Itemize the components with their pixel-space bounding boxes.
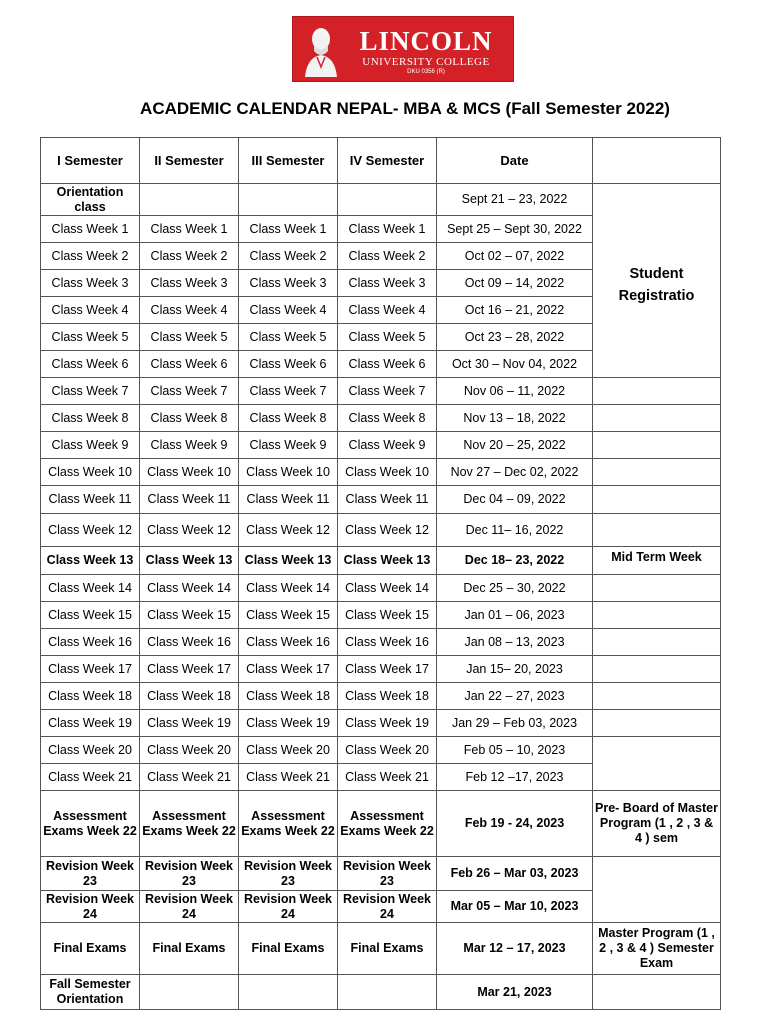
date-cell: Oct 23 – 28, 2022 — [437, 324, 593, 351]
table-cell: Class Week 10 — [140, 459, 239, 486]
table-cell: Class Week 7 — [140, 378, 239, 405]
table-cell: Class Week 10 — [338, 459, 437, 486]
date-cell: Feb 12 –17, 2023 — [437, 764, 593, 791]
date-cell: Jan 15– 20, 2023 — [437, 656, 593, 683]
date-cell: Jan 29 – Feb 03, 2023 — [437, 710, 593, 737]
table-cell: Class Week 4 — [239, 297, 338, 324]
date-cell: Jan 22 – 27, 2023 — [437, 683, 593, 710]
table-cell: Class Week 6 — [239, 351, 338, 378]
logo-subtitle: UNIVERSITY COLLEGE — [362, 56, 490, 68]
table-cell: Class Week 17 — [140, 656, 239, 683]
table-row — [41, 857, 721, 891]
registration-note-text: Student Registratio — [618, 265, 695, 303]
table-row — [41, 575, 721, 602]
table-cell: Class Week 13 — [140, 547, 239, 575]
table-cell: Class Week 15 — [338, 602, 437, 629]
final-exam-note: Master Program (1 , 2 , 3 & 4 ) Semester Exam — [593, 923, 721, 975]
table-row — [41, 486, 721, 514]
table-row — [41, 656, 721, 683]
table-row — [41, 975, 721, 1010]
table-cell: Class Week 17 — [239, 656, 338, 683]
table-cell: Class Week 5 — [239, 324, 338, 351]
note-cell — [593, 737, 721, 791]
table-cell: Class Week 17 — [41, 656, 140, 683]
note-cell — [593, 857, 721, 923]
table-cell: Class Week 2 — [338, 243, 437, 270]
table-cell: Class Week 8 — [338, 405, 437, 432]
note-cell — [593, 975, 721, 1010]
table-cell: Final Exams — [239, 923, 338, 975]
note-cell — [593, 459, 721, 486]
table-cell: Class Week 5 — [140, 324, 239, 351]
note-cell — [593, 710, 721, 737]
mid-term-note: Mid Term Week — [593, 547, 721, 575]
note-cell — [593, 656, 721, 683]
table-cell: Class Week 1 — [239, 216, 338, 243]
table-cell: Class Week 14 — [239, 575, 338, 602]
table-cell: Orientation class — [41, 184, 140, 216]
table-cell: Class Week 21 — [140, 764, 239, 791]
table-cell: Class Week 11 — [41, 486, 140, 514]
table-cell: Class Week 18 — [239, 683, 338, 710]
table-cell — [239, 184, 338, 216]
table-row — [41, 405, 721, 432]
table-cell — [239, 975, 338, 1010]
date-cell: Oct 09 – 14, 2022 — [437, 270, 593, 297]
table-cell: Class Week 8 — [41, 405, 140, 432]
table-cell: Class Week 20 — [239, 737, 338, 764]
table-cell: Class Week 14 — [140, 575, 239, 602]
table-cell: Class Week 6 — [140, 351, 239, 378]
table-row — [41, 602, 721, 629]
lincoln-bust-icon — [301, 23, 341, 77]
date-cell: Mar 05 – Mar 10, 2023 — [437, 891, 593, 923]
table-cell: Class Week 11 — [338, 486, 437, 514]
table-cell: Class Week 1 — [140, 216, 239, 243]
table-cell: Class Week 6 — [41, 351, 140, 378]
table-cell: Class Week 11 — [239, 486, 338, 514]
table-row — [41, 629, 721, 656]
table-cell: Class Week 1 — [41, 216, 140, 243]
note-cell — [593, 575, 721, 602]
table-cell: Class Week 12 — [239, 514, 338, 547]
table-cell: Class Week 12 — [41, 514, 140, 547]
table-cell: Class Week 3 — [140, 270, 239, 297]
table-cell: Class Week 16 — [239, 629, 338, 656]
logo-name: LINCOLN — [359, 26, 493, 56]
date-cell: Feb 26 – Mar 03, 2023 — [437, 857, 593, 891]
note-cell — [593, 514, 721, 547]
table-cell: Class Week 7 — [338, 378, 437, 405]
table-cell: Class Week 20 — [140, 737, 239, 764]
table-cell: Class Week 12 — [140, 514, 239, 547]
table-row — [41, 459, 721, 486]
table-cell: Class Week 19 — [239, 710, 338, 737]
table-row — [41, 378, 721, 405]
table-cell: Class Week 7 — [41, 378, 140, 405]
table-row — [41, 184, 721, 216]
table-cell: Revision Week 24 — [239, 891, 338, 923]
table-cell: Revision Week 23 — [338, 857, 437, 891]
table-cell: Fall Semester Orientation — [41, 975, 140, 1010]
table-cell: Class Week 10 — [239, 459, 338, 486]
table-cell: Class Week 18 — [41, 683, 140, 710]
date-cell: Oct 16 – 21, 2022 — [437, 297, 593, 324]
table-row — [41, 432, 721, 459]
table-cell: Class Week 3 — [338, 270, 437, 297]
table-cell: Class Week 4 — [140, 297, 239, 324]
date-cell: Feb 05 – 10, 2023 — [437, 737, 593, 764]
table-cell: Class Week 1 — [338, 216, 437, 243]
table-cell: Class Week 13 — [41, 547, 140, 575]
date-cell: Jan 01 – 06, 2023 — [437, 602, 593, 629]
table-cell: Assessment Exams Week 22 — [338, 791, 437, 857]
table-cell: Final Exams — [41, 923, 140, 975]
table-cell: Class Week 13 — [338, 547, 437, 575]
table-cell — [140, 184, 239, 216]
table-cell: Revision Week 24 — [338, 891, 437, 923]
table-cell: Revision Week 23 — [41, 857, 140, 891]
table-cell: Class Week 4 — [338, 297, 437, 324]
table-cell: Class Week 16 — [41, 629, 140, 656]
header-row — [41, 138, 721, 184]
date-cell: Dec 25 – 30, 2022 — [437, 575, 593, 602]
table-row — [41, 547, 721, 575]
column-header: I Semester — [41, 138, 140, 184]
date-cell: Nov 27 – Dec 02, 2022 — [437, 459, 593, 486]
table-cell: Assessment Exams Week 22 — [41, 791, 140, 857]
table-cell: Class Week 10 — [41, 459, 140, 486]
table-cell: Class Week 3 — [239, 270, 338, 297]
table-cell: Class Week 3 — [41, 270, 140, 297]
logo-registration: DKU 0356 (R) — [407, 69, 445, 75]
table-cell: Class Week 2 — [239, 243, 338, 270]
note-cell — [593, 486, 721, 514]
table-cell: Revision Week 24 — [41, 891, 140, 923]
table-cell: Class Week 2 — [41, 243, 140, 270]
table-cell: Class Week 9 — [338, 432, 437, 459]
table-cell: Class Week 13 — [239, 547, 338, 575]
table-row — [41, 737, 721, 764]
note-cell — [593, 378, 721, 405]
table-cell: Class Week 15 — [140, 602, 239, 629]
college-logo — [292, 16, 514, 82]
column-header: III Semester — [239, 138, 338, 184]
date-cell: Sept 21 – 23, 2022 — [437, 184, 593, 216]
table-cell — [140, 975, 239, 1010]
table-cell: Revision Week 24 — [140, 891, 239, 923]
table-row — [41, 683, 721, 710]
column-header: Date — [437, 138, 593, 184]
note-cell — [593, 602, 721, 629]
table-cell: Class Week 18 — [140, 683, 239, 710]
table-cell: Final Exams — [140, 923, 239, 975]
calendar-table — [40, 137, 721, 1010]
pre-board-note: Pre- Board of Master Program (1 , 2 , 3 & 4 ) sem — [593, 791, 721, 857]
table-cell: Class Week 11 — [140, 486, 239, 514]
table-cell: Class Week 7 — [239, 378, 338, 405]
table-row — [41, 710, 721, 737]
table-cell: Final Exams — [338, 923, 437, 975]
date-cell: Dec 11– 16, 2022 — [437, 514, 593, 547]
table-cell: Class Week 16 — [140, 629, 239, 656]
table-row — [41, 514, 721, 547]
table-cell: Class Week 5 — [41, 324, 140, 351]
table-cell: Class Week 21 — [338, 764, 437, 791]
date-cell: Nov 06 – 11, 2022 — [437, 378, 593, 405]
note-cell — [593, 405, 721, 432]
table-cell: Class Week 14 — [41, 575, 140, 602]
note-cell — [593, 683, 721, 710]
note-cell — [593, 432, 721, 459]
table-cell: Class Week 21 — [239, 764, 338, 791]
date-cell: Nov 13 – 18, 2022 — [437, 405, 593, 432]
table-cell: Class Week 21 — [41, 764, 140, 791]
table-row — [41, 923, 721, 975]
date-cell: Mar 21, 2023 — [437, 975, 593, 1010]
column-header — [593, 138, 721, 184]
table-cell — [338, 975, 437, 1010]
date-cell: Feb 19 - 24, 2023 — [437, 791, 593, 857]
date-cell: Sept 25 – Sept 30, 2022 — [437, 216, 593, 243]
table-cell: Revision Week 23 — [140, 857, 239, 891]
table-cell: Class Week 5 — [338, 324, 437, 351]
table-cell: Assessment Exams Week 22 — [239, 791, 338, 857]
table-cell: Assessment Exams Week 22 — [140, 791, 239, 857]
date-cell: Mar 12 – 17, 2023 — [437, 923, 593, 975]
table-cell — [338, 184, 437, 216]
registration-note — [593, 184, 721, 378]
table-cell: Class Week 8 — [239, 405, 338, 432]
date-cell: Dec 04 – 09, 2022 — [437, 486, 593, 514]
table-cell: Class Week 2 — [140, 243, 239, 270]
table-cell: Class Week 12 — [338, 514, 437, 547]
table-cell: Class Week 15 — [239, 602, 338, 629]
column-header: IV Semester — [338, 138, 437, 184]
table-cell: Class Week 20 — [41, 737, 140, 764]
table-cell: Class Week 14 — [338, 575, 437, 602]
table-cell: Class Week 20 — [338, 737, 437, 764]
date-cell: Oct 30 – Nov 04, 2022 — [437, 351, 593, 378]
note-cell — [593, 629, 721, 656]
table-cell: Class Week 4 — [41, 297, 140, 324]
table-row — [41, 791, 721, 857]
table-cell: Class Week 18 — [338, 683, 437, 710]
table-cell: Revision Week 23 — [239, 857, 338, 891]
table-cell: Class Week 15 — [41, 602, 140, 629]
table-cell: Class Week 16 — [338, 629, 437, 656]
table-cell: Class Week 19 — [140, 710, 239, 737]
column-header: II Semester — [140, 138, 239, 184]
date-cell: Jan 08 – 13, 2023 — [437, 629, 593, 656]
date-cell: Oct 02 – 07, 2022 — [437, 243, 593, 270]
table-cell: Class Week 9 — [41, 432, 140, 459]
page-title: ACADEMIC CALENDAR NEPAL- MBA & MCS (Fall Semester 2022) — [140, 99, 670, 118]
table-cell: Class Week 8 — [140, 405, 239, 432]
table-cell: Class Week 6 — [338, 351, 437, 378]
date-cell: Dec 18– 23, 2022 — [437, 547, 593, 575]
table-cell: Class Week 19 — [338, 710, 437, 737]
table-cell: Class Week 9 — [140, 432, 239, 459]
table-cell: Class Week 17 — [338, 656, 437, 683]
table-cell: Class Week 19 — [41, 710, 140, 737]
table-cell: Class Week 9 — [239, 432, 338, 459]
date-cell: Nov 20 – 25, 2022 — [437, 432, 593, 459]
